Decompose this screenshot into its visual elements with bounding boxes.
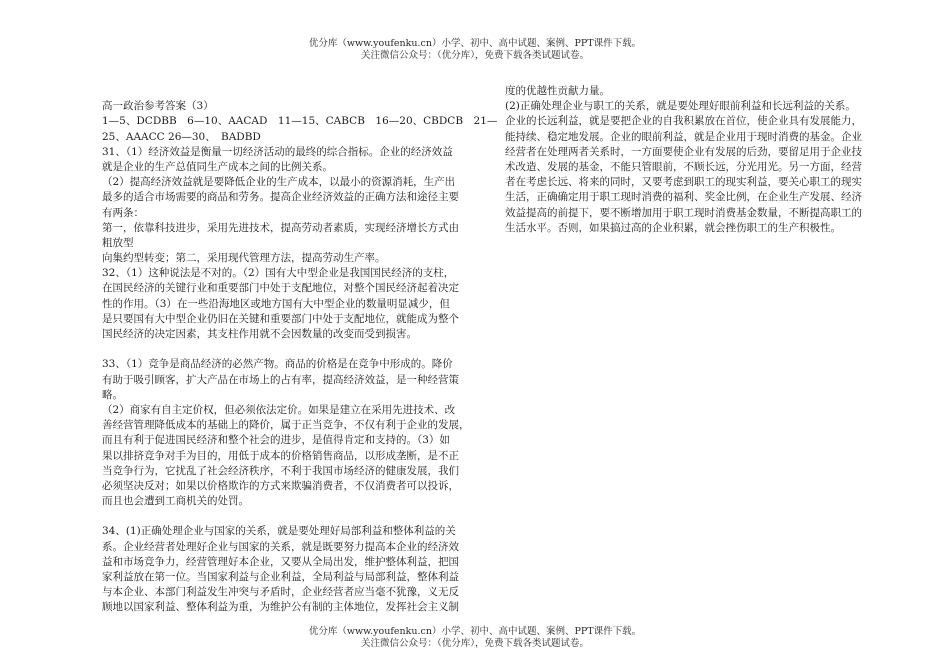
page-header — [0, 38, 950, 62]
text-line: 在国民经济的关键行业和重要部门中处于支配地位，对整个国民经济起着决定 — [102, 282, 459, 295]
text-line: 生活，正确确定用于职工现时消费的福利、奖金比例，在企业生产发展、经济 — [505, 191, 862, 204]
text-line: 34、(1)正确处理企业与国家的关系，就是要处理好局部利益和整体利益的关 — [102, 525, 456, 538]
text-line: 生活水平。否则，如果搞过高的企业积累，就会挫伤职工的生产积极性。 — [505, 221, 841, 234]
text-line: 果以排挤竞争对手为目的，用低于成本的价格销售商品，以形成垄断，是不正 — [102, 449, 459, 462]
text-line: 顾地以国家利益、整体利益为重，为维护公有制的主体地位，发挥社会主义制 — [102, 601, 459, 614]
text-line: 系。企业经营者处理好企业与国家的关系，就是既要努力提高本企业的经济效 — [102, 540, 459, 553]
page-footer — [0, 626, 950, 650]
text-line: 就是企业的生产总值同生产成本之间的比例关系。 — [102, 160, 333, 173]
text-line: 25、AAACC 26—30、 BADBD — [102, 130, 261, 143]
text-line: 效益提高的前提下，要不断增加用于职工现时消费基金数量，不断提高职工的 — [505, 206, 862, 219]
text-line: (2)正确处理企业与职工的关系，就是要处理好眼前利益和长远利益的关系。 — [505, 100, 856, 113]
footer-line-1: 优分库（www.youfenku.cn）小学、初中、高中试题、案例、PPT课件下载。 — [308, 626, 642, 637]
header-line-2: 关注微信公众号：（优分库），免费下载各类试题试卷。 — [360, 50, 589, 61]
text-line: 粗放型 — [102, 236, 134, 249]
text-line: 有两条： — [102, 206, 144, 219]
text-line: 最多的适合市场需要的商品和劳务。提高企业经济效益的正确方法和途径主要 — [102, 191, 459, 204]
text-line: 向集约型转变；第二，采用现代管理方法，提高劳动生产率。 — [102, 252, 386, 265]
text-line: 度的优越性贡献力量。 — [505, 85, 610, 97]
text-line: （2）提高经济效益就是要降低企业的生产成本，以最小的资源消耗，生产出 — [102, 176, 456, 189]
text-line: 善经营管理降低成本的基础上的降价，属于正当竞争，不仅有利于企业的发展， — [102, 419, 470, 432]
right-column — [505, 84, 890, 236]
text-line: 有助于吸引顾客，扩大产品在市场上的占有率，提高经济效益，是一种经营策 — [102, 373, 459, 386]
text-line: 高一政治参考答案（3） — [102, 100, 214, 113]
header-line-1: 优分库（www.youfenku.cn）小学、初中、高中试题、案例、PPT课件下载。 — [308, 38, 642, 49]
text-line: 与本企业、本部门利益发生冲突与矛盾时，企业经营者应当毫不犹豫，义无反 — [102, 586, 459, 599]
text-line: （2）商家有自主定价权，但必须依法定价。如果是建立在采用先进技术、改 — [102, 403, 456, 416]
text-line: 企业的长远利益，就是要把企业的自我积累放在首位，使企业具有发展能力， — [505, 115, 862, 128]
text-line: 1—5、DCDBB 6—10、AACAD 11—15、CABCB 16—20、CBDCB 21— — [102, 115, 498, 128]
text-line: 而且有利于促进国民经济和整个社会的进步，是值得肯定和支持的。（3）如 — [102, 434, 450, 447]
text-line: 术改造、发展的基金，不能只管眼前，不顾长远，分光用光。另一方面，经营 — [505, 160, 862, 173]
text-line: 32、（1）这种说法是不对的。（2）国有大中型企业是我国国民经济的支柱， — [102, 267, 455, 280]
text-line: 性的作用。（3）在一些沿海地区或地方国有大中型企业的数量明显减少，但 — [102, 297, 450, 310]
text-line — [102, 509, 492, 524]
text-line: 必须坚决反对；如果以价格欺诈的方式来欺骗消费者，不仅消费者可以投诉， — [102, 479, 459, 492]
text-line: 第一，依靠科技进步，采用先进技术，提高劳动者素质，实现经济增长方式由 — [102, 221, 459, 234]
text-line: 经营者在处理两者关系时，一方面要使企业有发展的后劲，要留足用于企业技 — [505, 145, 862, 158]
text-line: 当竞争行为，它扰乱了社会经济秩序，不利于我国市场经济的健康发展，我们 — [102, 464, 459, 477]
text-line: 而且也会遭到工商机关的处罚。 — [102, 495, 249, 508]
text-line: 益和市场竞争力，经营管理好本企业，又要从全局出发，维护整体利益，把国 — [102, 555, 459, 568]
left-column — [102, 84, 498, 616]
text-line: 者在考虑长远、将来的同时，又要考虑到职工的现实利益，要关心职工的现实 — [505, 176, 862, 189]
text-line — [102, 84, 492, 99]
text-line: 家利益放在第一位。当国家利益与企业利益，全局利益与局部利益，整体利益 — [102, 571, 459, 583]
text-line: 国民经济的决定因素，其支柱作用就不会因数量的改变而受到损害。 — [102, 328, 417, 340]
text-line: 略。 — [102, 388, 123, 401]
text-line: 能持续、稳定地发展。企业的眼前利益，就是企业用于现时消费的基金。企业 — [505, 130, 862, 143]
text-line: 是只要国有大中型企业仍旧在关键和重要部门中处于支配地位，就能成为整个 — [102, 312, 459, 325]
text-line: 33、（1）竞争是商品经济的必然产物。商品的价格是在竞争中形成的。降价 — [102, 358, 453, 371]
footer-line-2: 关注微信公众号：（优分库），免费下载各类试题试卷。 — [360, 638, 589, 649]
text-line: 31、（1）经济效益是衡量一切经济活动的最终的综合指标。企业的经济效益 — [102, 145, 453, 158]
text-line — [102, 342, 492, 357]
